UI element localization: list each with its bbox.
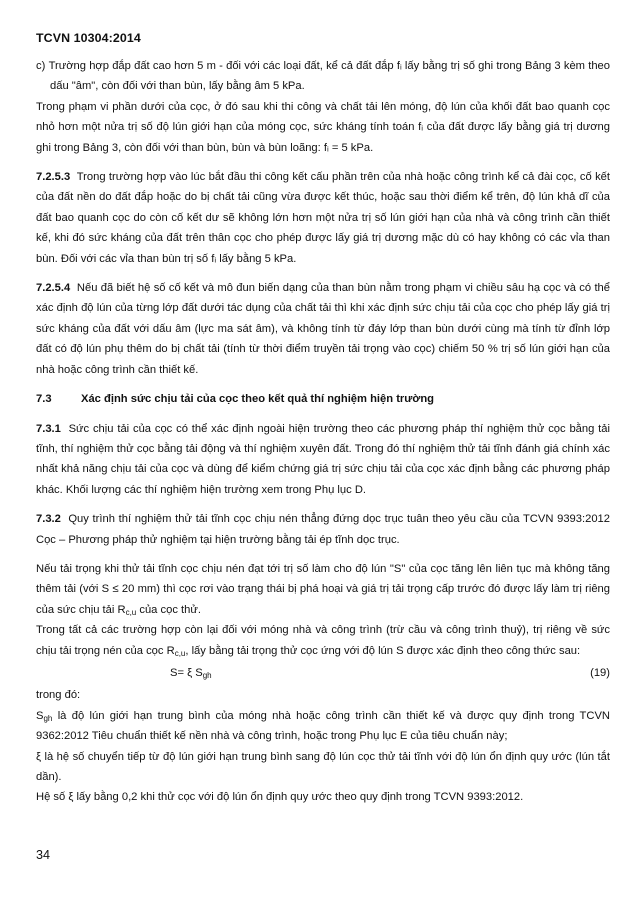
text-run: Trong tất cả các trường hợp còn lại đối với móng nhà và công trình (trừ cầu và công trình thuỷ), trị riêng về sức chịu tải trọng nén của cọc R: [36, 624, 610, 657]
clause-number: 7.2.5.4: [36, 282, 71, 295]
clause-text: Sức chịu tải của cọc có thể xác định ngoài hiện trường theo các phương pháp thí nghiệm thử cọc bằng tải tĩnh, thí nghiệm thử cọc bằng tải động và thí nghiệm xuyên đất. Trong đó thí nghiệm thử tải tĩnh đánh giá chính xác nhất khả năng chịu tải của cọc và dùng để kiểm chứng giá trị sức chịu tải của cọc xác định bằng các phương pháp khác. Khối lượng các thí nghiệm hiện trường xem trong Phụ lục D.: [36, 422, 610, 496]
item-c: [36, 56, 610, 97]
clause-text: Trong trường hợp vào lúc bắt đầu thi công kết cấu phần trên của nhà hoặc công trình kể cả đài cọc, cố kết của đất nền do đất đắp hoặc do bị chất tải cũng vừa được kết thúc, hoặc sau thời điểm kể trên, độ lún khả dĩ của đất bao quanh cọc do còn cố kết dư sẽ không lớn hơn một nửa trị số lún giới hạn của nhà và công trình cần thiết kế, khi đó sức kháng của đất trên thân cọc cho phép được lấy giá trị dương mặc dù có hay không có các vỉa than bùn. Đối với các vỉa than bùn trị số fᵢ lấy bằng 5 kPa.: [36, 171, 610, 265]
subscript: c,u: [174, 648, 186, 658]
definition-xi: [36, 747, 610, 788]
clause-text: Quy trình thí nghiệm thử tải tĩnh cọc chịu nén thẳng đứng dọc trục tuân theo yêu cầu của TCVN 9393:2012 Cọc – Phương pháp thử nghiệm tại hiện trường bằng tải ép tĩnh dọc trục.: [36, 513, 611, 546]
formula-19: [36, 663, 610, 683]
document-body: [36, 56, 610, 808]
section-title: Xác định sức chịu tải của cọc theo kết quả thí nghiệm hiện trường: [81, 393, 434, 406]
item-c-text: Trường hợp đắp đất cao hơn 5 m - đối với các loại đất, kể cả đất đắp fᵢ lấy bằng trị số ghi trong Bảng 3 kèm theo dấu "âm", còn đối với than bùn, lấy bằng âm 5 kPa.: [48, 60, 610, 93]
formula-subscript: gh: [202, 670, 212, 680]
clause-7-2-5-4: [36, 278, 610, 380]
clause-number: 7.2.5.3: [36, 171, 71, 184]
formula-expression: [36, 663, 212, 683]
paragraph-other-cases: [36, 620, 610, 661]
subscript: c,u: [125, 607, 137, 617]
definition-sgh: [36, 706, 610, 747]
clause-7-3-2: [36, 509, 610, 550]
section-number: 7.3: [36, 393, 52, 406]
item-c-label: c): [36, 60, 46, 72]
paragraph-failure-load: [36, 559, 610, 620]
formula-number: (19): [590, 666, 610, 679]
clause-text: Nếu đã biết hệ số cố kết và mô đun biến dạng của than bùn nằm trong phạm vi chiều sâu hạ cọc và có thể xác định độ lún của từng lớp đất dưới tác dụng của chất tải thì khi xác định sức chịu tải của cọc cho phép lấy giá trị sức kháng của đất với dấu âm (lực ma sát âm), và không tính từ đáy lớp than bùn dưới cùng mà tính từ đỉnh lớp đất có độ lún phụ thêm do bị chất tải (tính từ thời điểm truyền tải trọng vào cọc) chiếm 50 % trị số lún giới hạn của nhà hoặc công trình cần thiết kế.: [36, 282, 611, 376]
standard-code-header: TCVN 10304:2014: [36, 31, 141, 45]
symbol: ξ: [36, 750, 42, 763]
text-run: Nếu tải trọng khi thử tải tĩnh cọc chịu nén đạt tới trị số làm cho độ lún "S" của cọc tăng lên liên tục mà không tăng thêm tải (với S ≤ 20 mm) thì cọc rơi vào trạng thái bị phá hoại và giá trị tải trọng cấp trước đó được lấy làm trị riêng của sức chịu tải R: [36, 562, 610, 616]
definition-text: là độ lún giới hạn trung bình của móng nhà hoặc công trình cần thiết kế và được quy định trong TCVN 9362:2012 Tiêu chuẩn thiết kế nền nhà và công trình, hoặc trong Phụ lục E của tiêu chuẩn này;: [36, 709, 610, 743]
text-run: , lấy bằng tải trọng thử cọc ứng với độ lún S được xác định theo công thức sau:: [185, 644, 581, 657]
paragraph-coefficient: Hệ số ξ lấy bằng 0,2 khi thử cọc với độ lún ổn định quy ước theo quy định trong TCVN 9393:2012.: [36, 791, 524, 804]
clause-7-2-5-3: [36, 167, 610, 269]
where-label: trong đó:: [36, 689, 81, 702]
page-number: 34: [36, 848, 51, 862]
clause-number: 7.3.2: [36, 513, 61, 526]
section-heading-7-3: [36, 389, 610, 409]
symbol-subscript: gh: [43, 713, 53, 723]
definition-text: là hệ số chuyển tiếp từ độ lún giới hạn trung bình sang độ lún cọc thử tải tĩnh với độ lún ổn định quy ước (lún tắt dần).: [36, 750, 610, 783]
clause-number: 7.3.1: [36, 422, 61, 435]
symbol: S: [36, 709, 44, 722]
text-run: của cọc thử.: [136, 603, 201, 616]
clause-7-3-1: [36, 419, 610, 501]
paragraph-lower-pile-range: Trong phạm vi phần dưới của cọc, ở đó sau khi thi công và chất tải lên móng, độ lún của khối đất bao quanh cọc nhỏ hơn một nửa trị số độ lún giới hạn của móng cọc, sức kháng tính toán fᵢ của đất được lấy bằng giá trị dương ghi trong Bảng 3, còn đối với than bùn, bùn và bùn loãng: fᵢ = 5 kPa.: [36, 100, 610, 154]
formula-lhs: S= ξ S: [170, 666, 203, 679]
